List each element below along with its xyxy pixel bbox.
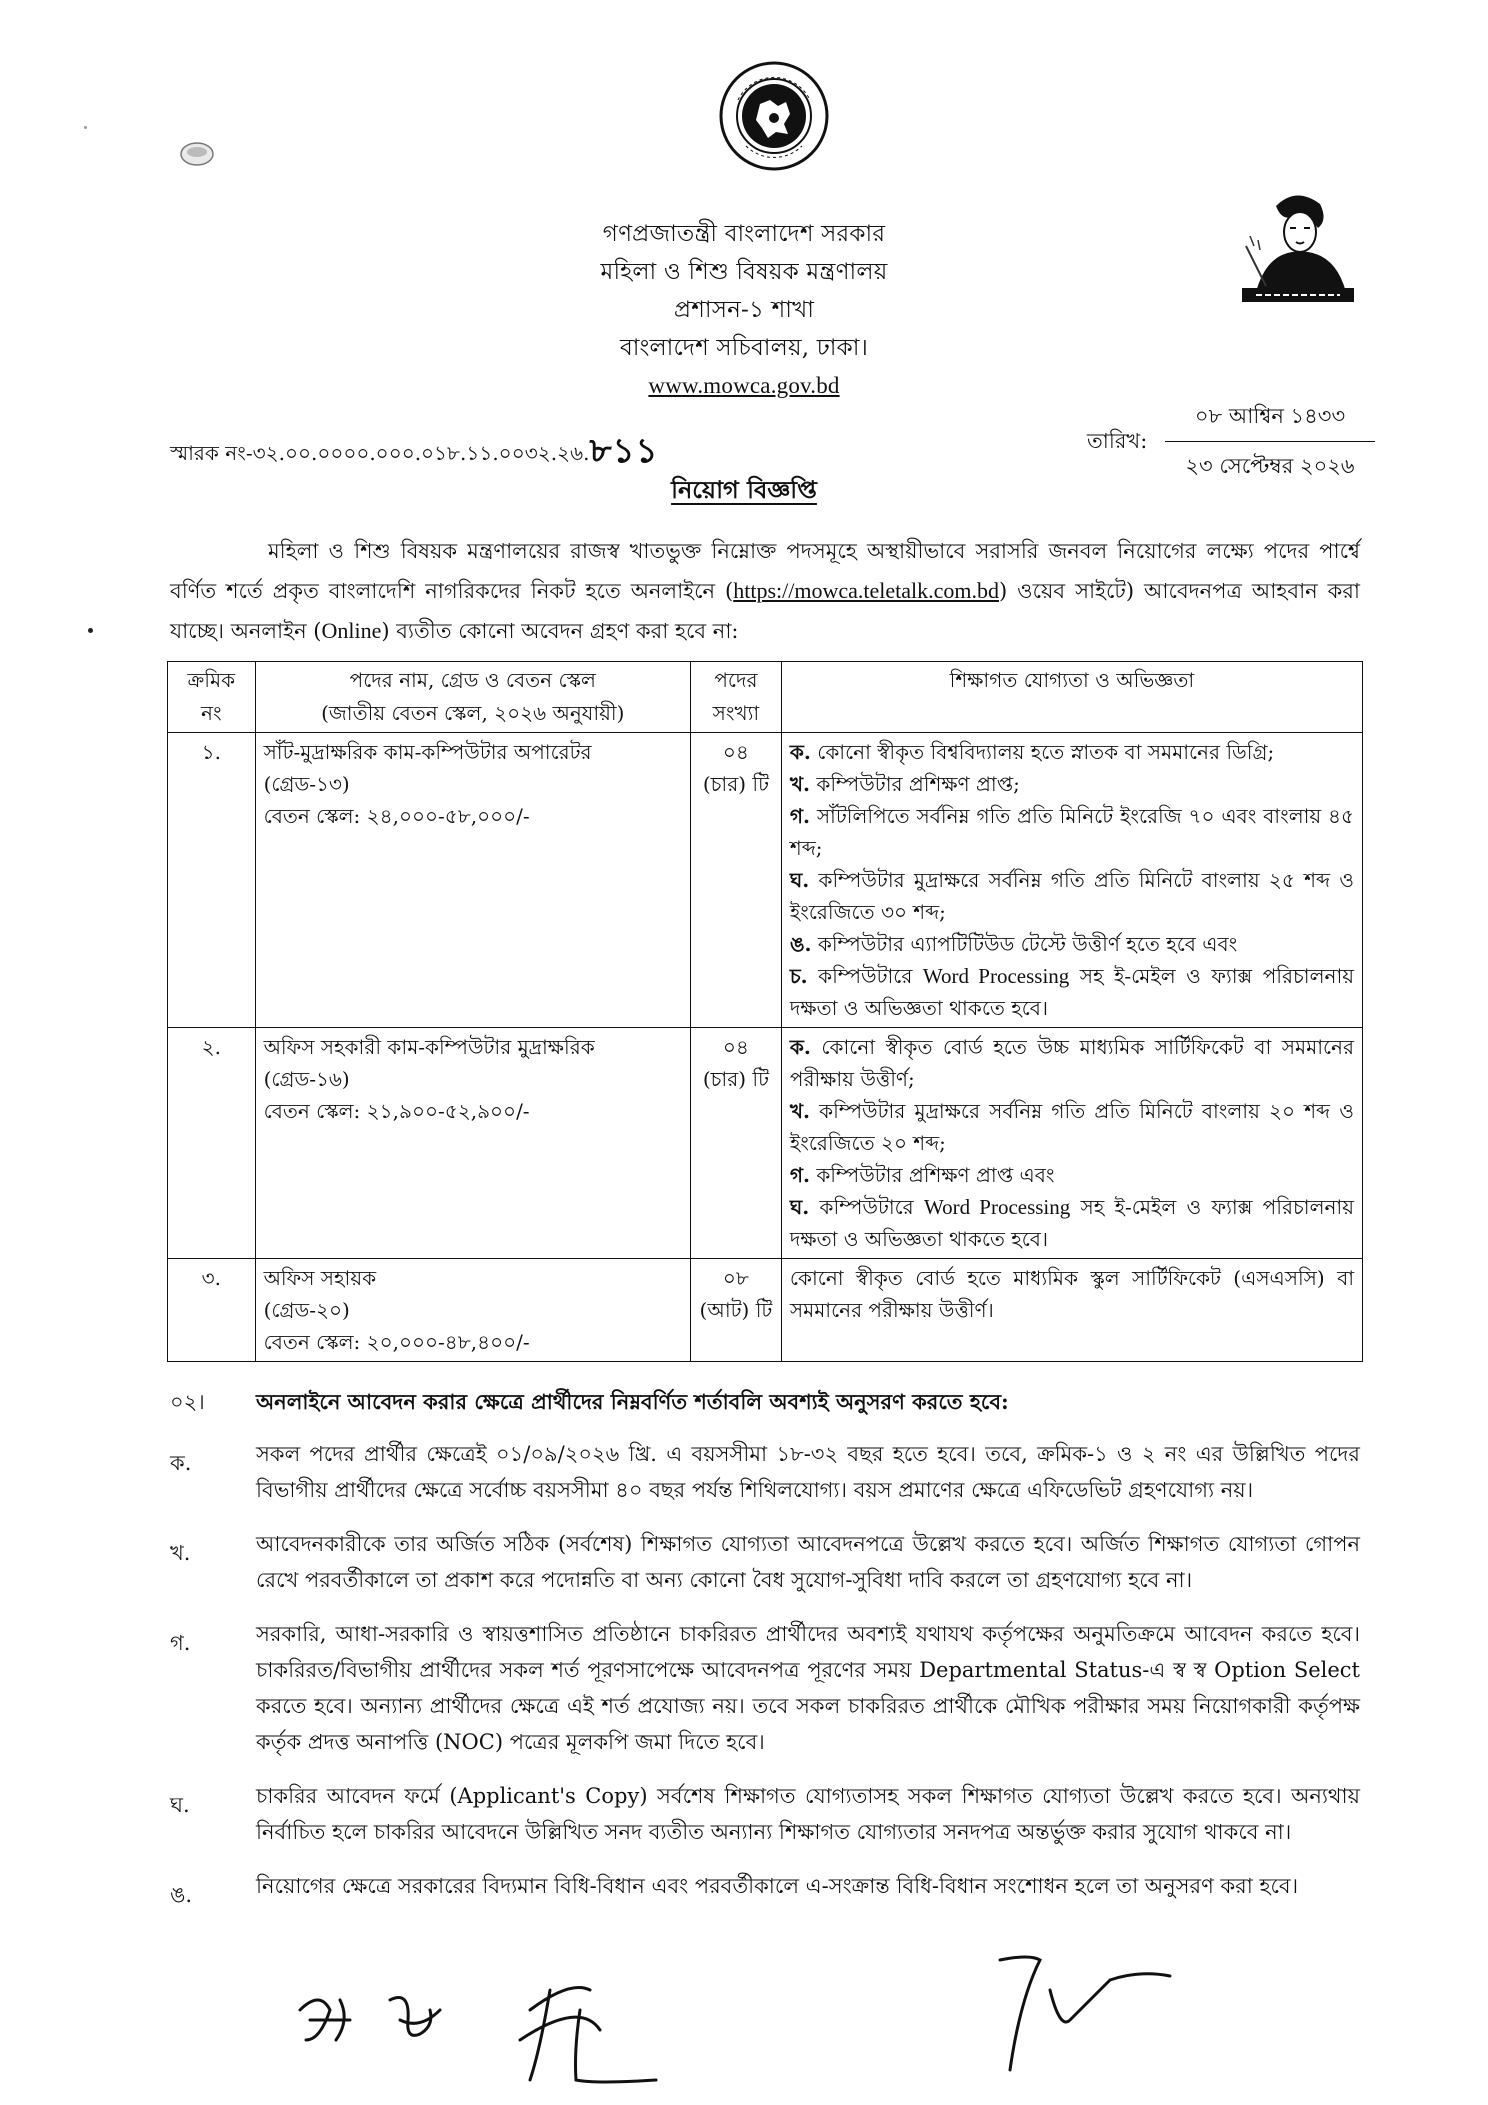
table-row — [168, 733, 1363, 1028]
requirement-item — [790, 1095, 1354, 1159]
requirement-item — [790, 1159, 1354, 1191]
memo-handwritten-number: ৮১১ — [589, 431, 659, 471]
table-row — [168, 1259, 1363, 1362]
requirement-item — [790, 1031, 1354, 1095]
section-number: ০২। — [170, 1390, 205, 1414]
requirement-mark: ক. — [789, 1035, 811, 1059]
header-serial-line1: ক্রমিক — [187, 668, 236, 692]
condition-text: সরকারি, আধা-সরকারি ও স্বায়ত্তশাসিত প্রতিষ্ঠানে চাকরিরত প্রার্থীদের অবশ্যই যথাযথ কর্তৃপক্ষের অনুমতিক্রমে আবেদন করতে হবে। চাকরিরত/বিভাগীয় প্রার্থীদের সকল শর্ত পূরণসাপেক্ষে আবেদনপত্র পূরণের সময় Departmental Status-এ স্ব স্ব Option Select করতে হবে। অন্যান্য প্রার্থীদের ক্ষেত্রে এই শর্ত প্রযোজ্য নয়। তবে সকল চাকরিরত প্রার্থীকে মৌখিক পরীক্ষার সময় নিয়োগকারী কর্তৃপক্ষ কর্তৃক প্রদত্ত অনাপত্তি (NOC) পত্রের মূলকপি জমা দিতে হবে। — [256, 1622, 1360, 1754]
header-line-address: বাংলাদেশ সচিবালয়, ঢাকা। — [619, 335, 869, 361]
table-row — [168, 1028, 1363, 1259]
ministry-header — [444, 215, 1044, 405]
requirement-mark: ক. — [789, 740, 811, 764]
intro-text-1: মহিলা ও শিশু বিষয়ক মন্ত্রণালয়ের রাজস্ব খাতভুক্ত নিম্নোক্ত পদসমূহে অস্থায়ীভাবে সরাসরি জনবল নিয়োগের লক্ষ্যে পদের পার্শ্বে বর্ণিত শর্তে প্রকৃত বাংলাদেশি নাগরিকদের নিকট হতে অনলাইনে ( — [170, 539, 1360, 603]
notice-title — [0, 472, 1488, 512]
memo-number-text: স্মারক নং-৩২.০০.০০০০.০০০.০১৮.১১.০০৩২.২৬. — [170, 441, 590, 465]
requirement-item — [790, 928, 1354, 960]
punch-hole-icon — [178, 140, 216, 168]
row-serial: ৩. — [168, 1259, 256, 1362]
signatures — [280, 1950, 1280, 2090]
requirement-mark: ঘ. — [789, 868, 810, 892]
requirement-text: কোনো স্বীকৃত বোর্ড হতে মাধ্যমিক স্কুল সার্টিফিকেট (এসএসসি) বা সমমানের পরীক্ষায় উত্তীর্ণ। — [789, 1266, 1354, 1322]
section-heading-text: অনলাইনে আবেদন করার ক্ষেত্রে প্রার্থীদের নিম্নবর্ণিত শর্তাবলি অবশ্যই অনুসরণ করতে হবে: — [256, 1389, 1009, 1414]
post-count: ০৪ — [722, 1035, 749, 1059]
scan-speck — [88, 628, 93, 633]
post-scale — [264, 800, 682, 832]
post-name: অফিস সহকারী কাম-কম্পিউটার মুদ্রাক্ষরিক — [263, 1035, 595, 1059]
condition-text: নিয়োগের ক্ষেত্রে সরকারের বিদ্যমান বিধি-বিধান এবং পরবর্তীকালে এ-সংক্রান্ত বিধি-বিধান সংশোধন হলে তা অনুসরণ করা হবে। — [256, 1874, 1299, 1898]
requirement-text: সাঁটলিপিতে সর্বনিম্ন গতি প্রতি মিনিটে ইংরেজি ৭০ এবং বাংলায় ৪৫ শব্দ; — [789, 804, 1354, 860]
requirement-text: কোনো স্বীকৃত বোর্ড হতে উচ্চ মাধ্যমিক সার্টিফিকেট বা সমমানের পরীক্ষায় উত্তীর্ণ; — [789, 1035, 1354, 1091]
requirement-mark: খ. — [789, 772, 810, 796]
requirement-text: সহ ই-মেইল ও ফ্যাক্স পরিচালনায় দক্ষতা ও অভিজ্ঞতা থাকতে হবে। — [789, 964, 1355, 1020]
header-count-line1: পদের — [714, 668, 758, 692]
scale-label: বেতন স্কেল: — [263, 804, 361, 828]
initial-signature-1 — [300, 2000, 350, 2040]
requirement-item — [790, 1191, 1354, 1255]
list-item — [170, 1778, 1360, 1850]
list-item — [170, 1616, 1360, 1760]
ministry-website-link[interactable]: www.mowca.gov.bd — [648, 373, 840, 398]
date-english: ২৩ সেপ্টেম্বর ২০২৬ — [1185, 454, 1355, 478]
row-count — [690, 1028, 781, 1259]
conditions-list — [170, 1436, 1360, 1932]
intro-online-word: Online — [321, 618, 382, 643]
header-line-branch: প্রশাসন-১ শাখা — [673, 297, 815, 323]
condition-text: সকল পদের প্রার্থীর ক্ষেত্রেই ০১/০৯/২০২৬ খ্রি. এ বয়সসীমা ১৮-৩২ বছর হতে হবে। তবে, ক্রমিক-১ ও ২ নং এর উল্লিখিত পদের বিভাগীয় প্রার্থীদের ক্ষেত্রে সর্বোচ্চ বয়সসীমা ৪০ বছর পর্যন্ত শিথিলযোগ্য। বয়স প্রমাণের ক্ষেত্রে এফিডেভিট গ্রহণযোগ্য নয়। — [256, 1442, 1360, 1502]
row-serial: ২. — [168, 1028, 256, 1259]
list-item — [170, 1436, 1360, 1508]
row-qualification — [781, 1028, 1362, 1259]
row-post — [255, 1028, 690, 1259]
requirement-mark: গ. — [789, 1163, 810, 1187]
application-url-link[interactable]: https://mowca.teletalk.com.bd — [733, 578, 999, 603]
intro-paragraph — [170, 532, 1360, 651]
header-qualification — [781, 662, 1362, 733]
requirement-item — [790, 800, 1354, 864]
requirement-item — [790, 864, 1354, 928]
row-post — [255, 1259, 690, 1362]
requirement-english-term: Word Processing — [922, 964, 1070, 988]
header-count — [690, 662, 781, 733]
post-scale — [264, 1095, 682, 1127]
post-count: ০৪ — [722, 740, 749, 764]
scale-value: ২০,০০০-৪৮,৪০০/- — [366, 1330, 530, 1354]
officer-signature — [1000, 1957, 1170, 2070]
requirement-mark: চ. — [789, 964, 808, 988]
requirement-mark: খ. — [789, 1099, 810, 1123]
initial-signature-2 — [390, 1998, 440, 2036]
requirement-text: কম্পিউটার এ্যাপটিটিউড টেস্টে উত্তীর্ণ হতে হবে এবং — [817, 932, 1238, 956]
date-bangla: ০৮ আশ্বিন ১৪৩৩ — [1165, 400, 1375, 442]
requirement-mark: গ. — [789, 804, 810, 828]
header-serial — [168, 662, 256, 733]
requirement-mark: ঘ. — [789, 1195, 810, 1219]
header-serial-line2: নং — [201, 701, 222, 725]
scale-label: বেতন স্কেল: — [263, 1099, 361, 1123]
notice-title-text: নিয়োগ বিজ্ঞপ্তি — [671, 475, 817, 504]
requirement-item — [790, 768, 1354, 800]
requirement-text: কম্পিউটারে — [819, 1195, 914, 1219]
condition-mark: ঙ. — [170, 1883, 193, 1907]
poet-portrait-icon — [1236, 176, 1360, 306]
condition-mark: গ. — [170, 1631, 191, 1655]
requirement-english-term: Word Processing — [923, 1195, 1071, 1219]
condition-mark: খ. — [170, 1541, 191, 1565]
government-seal-icon — [718, 60, 830, 172]
row-qualification — [781, 733, 1362, 1028]
post-count: ০৮ — [722, 1266, 749, 1290]
scale-value: ২৪,০০০-৫৮,০০০/- — [366, 804, 530, 828]
requirement-text: কম্পিউটারে — [818, 964, 913, 988]
requirement-item — [790, 736, 1354, 768]
scale-value: ২১,৯০০-৫২,৯০০/- — [366, 1099, 530, 1123]
intro-text-3: ) ব্যতীত কোনো অবেদন গ্রহণ করা হবে না: — [381, 619, 739, 643]
section-heading — [170, 1386, 1009, 1421]
row-post — [255, 733, 690, 1028]
post-name: সাঁট-মুদ্রাক্ষরিক কাম-কম্পিউটার অপারেটর — [263, 740, 592, 764]
requirement-item — [790, 960, 1354, 1024]
requirement-text: সহ ই-মেইল ও ফ্যাক্স পরিচালনায় দক্ষতা ও অভিজ্ঞতা থাকতে হবে। — [789, 1195, 1354, 1251]
row-qualification — [781, 1259, 1362, 1362]
requirement-text: কম্পিউটার প্রশিক্ষণ প্রাপ্ত এবং — [816, 1163, 1055, 1187]
date-label: তারিখ: — [1087, 429, 1148, 453]
intro-text-2: ) ওয়েব সাইটে) আবেদনপত্র আহবান করা যাচ্ছে। অনলাইন ( — [170, 579, 1360, 643]
job-posts-table — [167, 661, 1363, 1362]
row-count — [690, 1259, 781, 1362]
condition-mark: ঘ. — [170, 1793, 190, 1817]
requirement-text: কম্পিউটার প্রশিক্ষণ প্রাপ্ত; — [816, 772, 1020, 796]
requirement-mark: ঙ. — [789, 932, 812, 956]
row-serial: ১. — [168, 733, 256, 1028]
header-count-line2: সংখ্যা — [712, 701, 760, 725]
condition-text: আবেদনকারীকে তার অর্জিত সঠিক (সর্বশেষ) শিক্ষাগত যোগ্যতা আবেদনপত্রে উল্লেখ করতে হবে। অর্জিত শিক্ষাগত যোগ্যতা গোপন রেখে পরবর্তীকালে তা প্রকাশ করে পদোন্নতি বা অন্য কোনো বৈধ সুযোগ-সুবিধা দাবি করলে তা গ্রহণযোগ্য হবে না। — [256, 1532, 1360, 1592]
post-grade: (গ্রেড-১৩) — [263, 772, 350, 796]
row-count — [690, 733, 781, 1028]
header-post — [255, 662, 690, 733]
scan-speck — [84, 126, 87, 129]
post-count-words: (চার) টি — [702, 1067, 770, 1091]
requirement-text: কোনো স্বীকৃত বিশ্ববিদ্যালয় হতে স্নাতক বা সমমানের ডিগ্রি; — [817, 740, 1275, 764]
requirement-text: কম্পিউটার মুদ্রাক্ষরে সর্বনিম্ন গতি প্রতি মিনিটে বাংলায় ২০ শব্দ ও ইংরেজিতে ২০ শব্দ; — [789, 1099, 1354, 1155]
list-item — [170, 1868, 1360, 1914]
post-grade: (গ্রেড-২০) — [263, 1298, 350, 1322]
post-name: অফিস সহায়ক — [263, 1266, 377, 1290]
post-count-words: (আট) টি — [699, 1298, 773, 1322]
post-count-words: (চার) টি — [702, 772, 770, 796]
header-qualification-text: শিক্ষাগত যোগ্যতা ও অভিজ্ঞতা — [949, 668, 1195, 692]
header-line-government: গণপ্রজাতন্ত্রী বাংলাদেশ সরকার — [602, 221, 886, 247]
requirement-text: কম্পিউটার মুদ্রাক্ষরে সর্বনিম্ন গতি প্রতি মিনিটে বাংলায় ২৫ শব্দ ও ইংরেজিতে ৩০ শব্দ; — [789, 868, 1355, 924]
header-line-ministry: মহিলা ও শিশু বিষয়ক মন্ত্রণালয় — [600, 259, 888, 285]
table-header-row — [168, 662, 1363, 733]
header-post-line1: পদের নাম, গ্রেড ও বেতন স্কেল — [349, 668, 596, 692]
post-scale — [264, 1326, 682, 1358]
initial-signature-3 — [520, 1988, 656, 2083]
list-item — [170, 1526, 1360, 1598]
condition-text: চাকরির আবেদন ফর্মে (Applicant's Copy) সর্বশেষ শিক্ষাগত যোগ্যতাসহ সকল শিক্ষাগত যোগ্যতা উল্লেখ করতে হবে। অন্যথায় নির্বাচিত হলে চাকরির আবেদনে উল্লিখিত সনদ ব্যতীত অন্যান্য শিক্ষাগত যোগ্যতার সনদপত্র অন্তর্ভুক্ত করার সুযোগ থাকবে না। — [256, 1784, 1360, 1844]
condition-mark: ক. — [170, 1451, 192, 1475]
scale-label: বেতন স্কেল: — [263, 1330, 361, 1354]
post-grade: (গ্রেড-১৬) — [263, 1067, 350, 1091]
header-post-line2: (জাতীয় বেতন স্কেল, ২০২৬ অনুযায়ী) — [321, 701, 625, 725]
